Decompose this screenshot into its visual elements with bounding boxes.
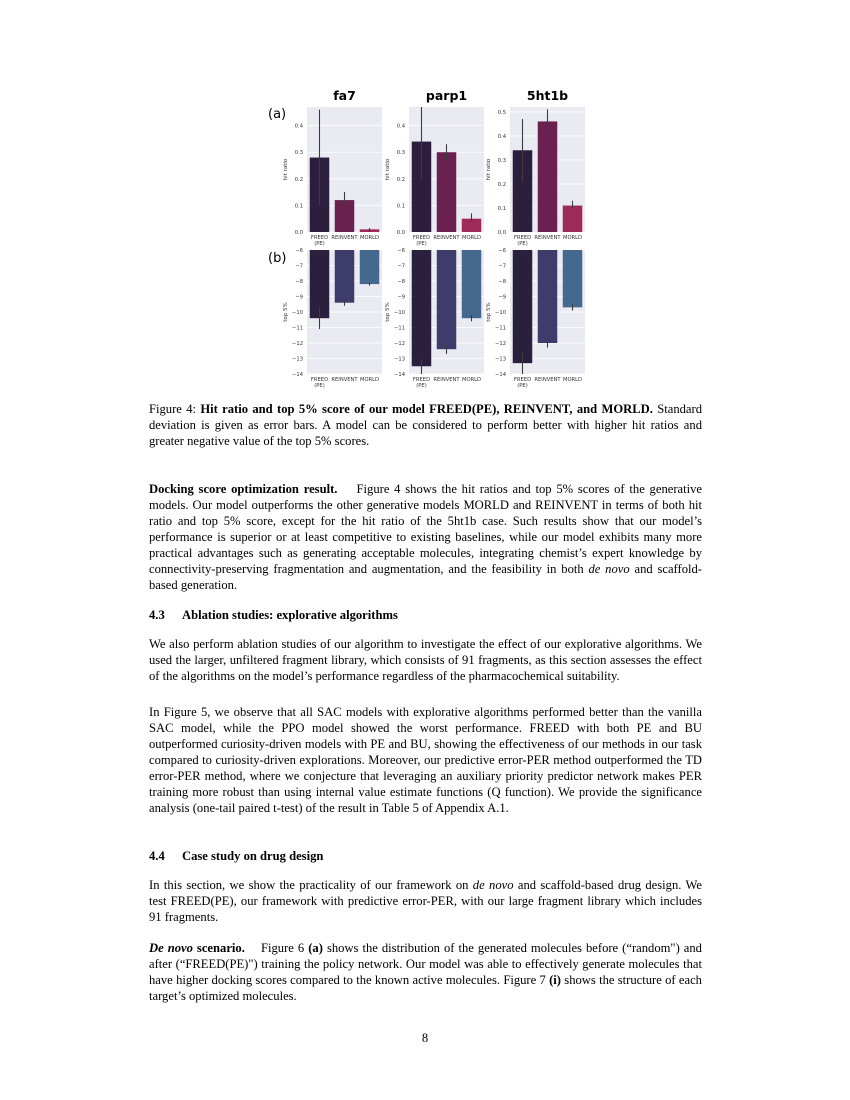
- chart-3-xtick-label: REINVENT: [534, 235, 561, 241]
- chart-5-ytick-label: −8: [397, 279, 405, 285]
- chart-5-bar: [412, 250, 432, 366]
- chart-4-bar: [360, 250, 380, 284]
- chart-3-xtick-label: MORLD: [562, 235, 583, 241]
- chart-6-bar: [563, 250, 583, 307]
- chart-4-xtick-label: FREED: [310, 377, 329, 383]
- chart-3-ylabel: hit ratio: [486, 158, 492, 181]
- chart-2-ytick-label: 0.2: [396, 176, 405, 183]
- chart-4-ytick-label: −12: [292, 341, 303, 347]
- chart-6-xtick-label: REINVENT: [534, 377, 561, 383]
- chart-3-ytick-label: 0.5: [497, 109, 506, 116]
- page-number: 8: [421, 1031, 429, 1045]
- chart-3-bar: [538, 121, 558, 232]
- section-4-3-paragraph-2: In Figure 5, we observe that all SAC models with explorative algorithms performed better than the vanilla SAC model, while the PPO model showed the worst performance. FREED with both PE and BU outperformed curiosity-driven models with PE and BU, showing the effectiveness of our methods in our task compared to curiosity-driven explorations. Moreover, our predictive error-PER method outperformed the TD error-PER method, where we conjecture that leveraging an auxiliary priority predictor network makes PER training more robust than using internal value estimate functions (Q function). We provide the significance analysis (one-tail paired t-test) of the result in Table 5 of Appendix A.1.: [149, 705, 702, 815]
- chart-2-bar: [437, 152, 457, 232]
- chart-5-bar: [437, 250, 457, 349]
- chart-5-ytick-label: −12: [394, 341, 405, 347]
- figure-caption: Figure 4: Hit ratio and top 5% score of our model FREED(PE), REINVENT, and MORLD. Standard deviation is given as error bars. A model can be considered to perform better with higher hit ratios and greater negative value of the top 5% scores.: [149, 402, 702, 448]
- chart-6-ylabel: top 5%: [486, 302, 492, 322]
- chart-2-ytick-label: 0.3: [396, 150, 405, 157]
- panel-label-a: (a): [268, 107, 287, 122]
- chart-3-ytick-label: 0.3: [497, 157, 506, 164]
- chart-4-ytick-label: −9: [295, 294, 303, 301]
- chart-1-xtick-label: (PE): [314, 241, 325, 247]
- chart-6-ytick-label: −7: [498, 263, 506, 270]
- chart-3-ytick-label: 0.0: [497, 230, 506, 236]
- chart-5-ytick-label: −10: [394, 310, 405, 316]
- chart-5-ytick-label: −11: [394, 325, 405, 332]
- chart-1-ytick-label: 0.4: [294, 123, 303, 130]
- panel-label-b: (b): [268, 251, 287, 266]
- chart-1-ytick-label: 0.3: [294, 150, 303, 157]
- chart-2-title: parp1: [425, 88, 468, 103]
- chart-4-ytick-label: −8: [295, 279, 303, 285]
- chart-2-xtick-label: REINVENT: [433, 235, 460, 241]
- chart-6-ytick-label: −9: [498, 294, 506, 301]
- chart-1-ytick-label: 0.0: [294, 230, 303, 236]
- chart-4-ytick-label: −11: [292, 325, 303, 332]
- chart-6-xtick-label: MORLD: [562, 377, 583, 383]
- chart-4-xtick-label: (PE): [314, 383, 325, 389]
- chart-4-ytick-label: −7: [295, 263, 303, 270]
- chart-3-ytick-label: 0.4: [497, 133, 506, 140]
- chart-5-xtick-label: FREED: [412, 377, 431, 383]
- chart-5-xtick-label: (PE): [416, 383, 427, 389]
- docking-paragraph: Docking score optimization result. Figure 4 shows the hit ratios and top 5% scores of the generative models. Our model outperforms the other generative models MORLD and REINVENT in terms of both hit ratio and top 5% score, except for the hit ratio of the 5ht1b case. Such results show that our model’s performance is superior or at least competitive to existing baselines, while our model exhibits many more practical advantages such as generating acceptable molecules, integrating chemist’s expert knowledge by connectivity-preserving fragmentation and augmentation, and the feasibility in both de novo and scaffold-based generation.: [149, 482, 703, 592]
- chart-3-xtick-label: (PE): [517, 241, 528, 247]
- chart-4-ytick-label: −10: [292, 310, 303, 316]
- chart-3-ytick-label: 0.1: [497, 205, 506, 212]
- section-4-4-heading: 4.4 Case study on drug design: [149, 849, 324, 863]
- section-4-3-paragraph-1: We also perform ablation studies of our algorithm to investigate the effect of our explorative algorithms. We used the larger, unfiltered fragment library, which consists of 91 fragments, as this section assesses the effect of the algorithms on the model’s performance regardless of the pharmacochemical suitability.: [149, 637, 702, 683]
- chart-5-ytick-label: −9: [397, 294, 405, 301]
- chart-2-ytick-label: 0.4: [396, 123, 405, 130]
- chart-6-xtick-label: (PE): [517, 383, 528, 389]
- chart-1-xtick-label: FREED: [310, 235, 329, 241]
- chart-1-ytick-label: 0.2: [294, 176, 303, 183]
- chart-1-xtick-label: MORLD: [359, 235, 380, 241]
- chart-4-ytick-label: −14: [292, 372, 303, 378]
- chart-6-ytick-label: −12: [495, 341, 506, 347]
- chart-3-title: 5ht1b: [526, 88, 569, 103]
- chart-1-ytick-label: 0.1: [294, 203, 303, 210]
- chart-2-xtick-label: MORLD: [461, 235, 482, 241]
- section-4-4-paragraph: In this section, we show the practicality of our framework on de novo and scaffold-based drug design. We test FREED(PE), our framework with predictive error-PER, with our large fragment library which includes 91 fragments.: [149, 878, 703, 924]
- chart-5-ylabel: top 5%: [385, 302, 391, 322]
- chart-4-xtick-label: MORLD: [359, 377, 380, 383]
- chart-2-xtick-label: FREED: [412, 235, 431, 241]
- chart-2-ylabel: hit ratio: [385, 158, 391, 181]
- chart-3-ytick-label: 0.2: [497, 181, 506, 188]
- chart-5-ytick-label: −6: [397, 248, 405, 254]
- chart-4-xtick-label: REINVENT: [331, 377, 358, 383]
- chart-5-ytick-label: −14: [394, 372, 405, 378]
- chart-5-ytick-label: −7: [397, 263, 405, 270]
- chart-6-ytick-label: −11: [495, 325, 506, 332]
- chart-6-ytick-label: −13: [495, 356, 506, 363]
- chart-2-ytick-label: 0.1: [396, 203, 405, 210]
- chart-4-bar: [335, 250, 355, 303]
- chart-5-xtick-label: REINVENT: [433, 377, 460, 383]
- chart-3-xtick-label: FREED: [513, 235, 532, 241]
- chart-5-bar: [462, 250, 482, 318]
- chart-6-bar: [538, 250, 558, 343]
- chart-2-xtick-label: (PE): [416, 241, 427, 247]
- chart-4-ylabel: top 5%: [283, 302, 289, 322]
- section-4-3-heading: 4.3 Ablation studies: explorative algorithms: [149, 608, 398, 622]
- chart-5-ytick-label: −13: [394, 356, 405, 363]
- chart-6-ytick-label: −8: [498, 279, 506, 285]
- chart-5-xtick-label: MORLD: [461, 377, 482, 383]
- figure-4: [0, 0, 850, 400]
- chart-6-bar: [513, 250, 533, 363]
- chart-3-bar: [563, 206, 583, 232]
- de-novo-paragraph: De novo scenario. Figure 6 (a) shows the distribution of the generated molecules before (“random") and after (“FREED(PE)") training the policy network. Our model was able to effectively generate molecules that have higher docking scores compared to the known active molecules. Figure 7 (i) shows the structure of each target’s optimized molecules.: [149, 941, 702, 1003]
- chart-1-title: fa7: [333, 88, 356, 103]
- chart-1-ylabel: hit ratio: [283, 158, 289, 181]
- chart-4-ytick-label: −13: [292, 356, 303, 363]
- chart-6-ytick-label: −14: [495, 372, 506, 378]
- chart-6-xtick-label: FREED: [513, 377, 532, 383]
- chart-1-xtick-label: REINVENT: [331, 235, 358, 241]
- chart-2-ytick-label: 0.0: [396, 230, 405, 236]
- chart-6-ytick-label: −10: [495, 310, 506, 316]
- chart-4-ytick-label: −6: [295, 248, 303, 254]
- chart-6-ytick-label: −6: [498, 248, 506, 254]
